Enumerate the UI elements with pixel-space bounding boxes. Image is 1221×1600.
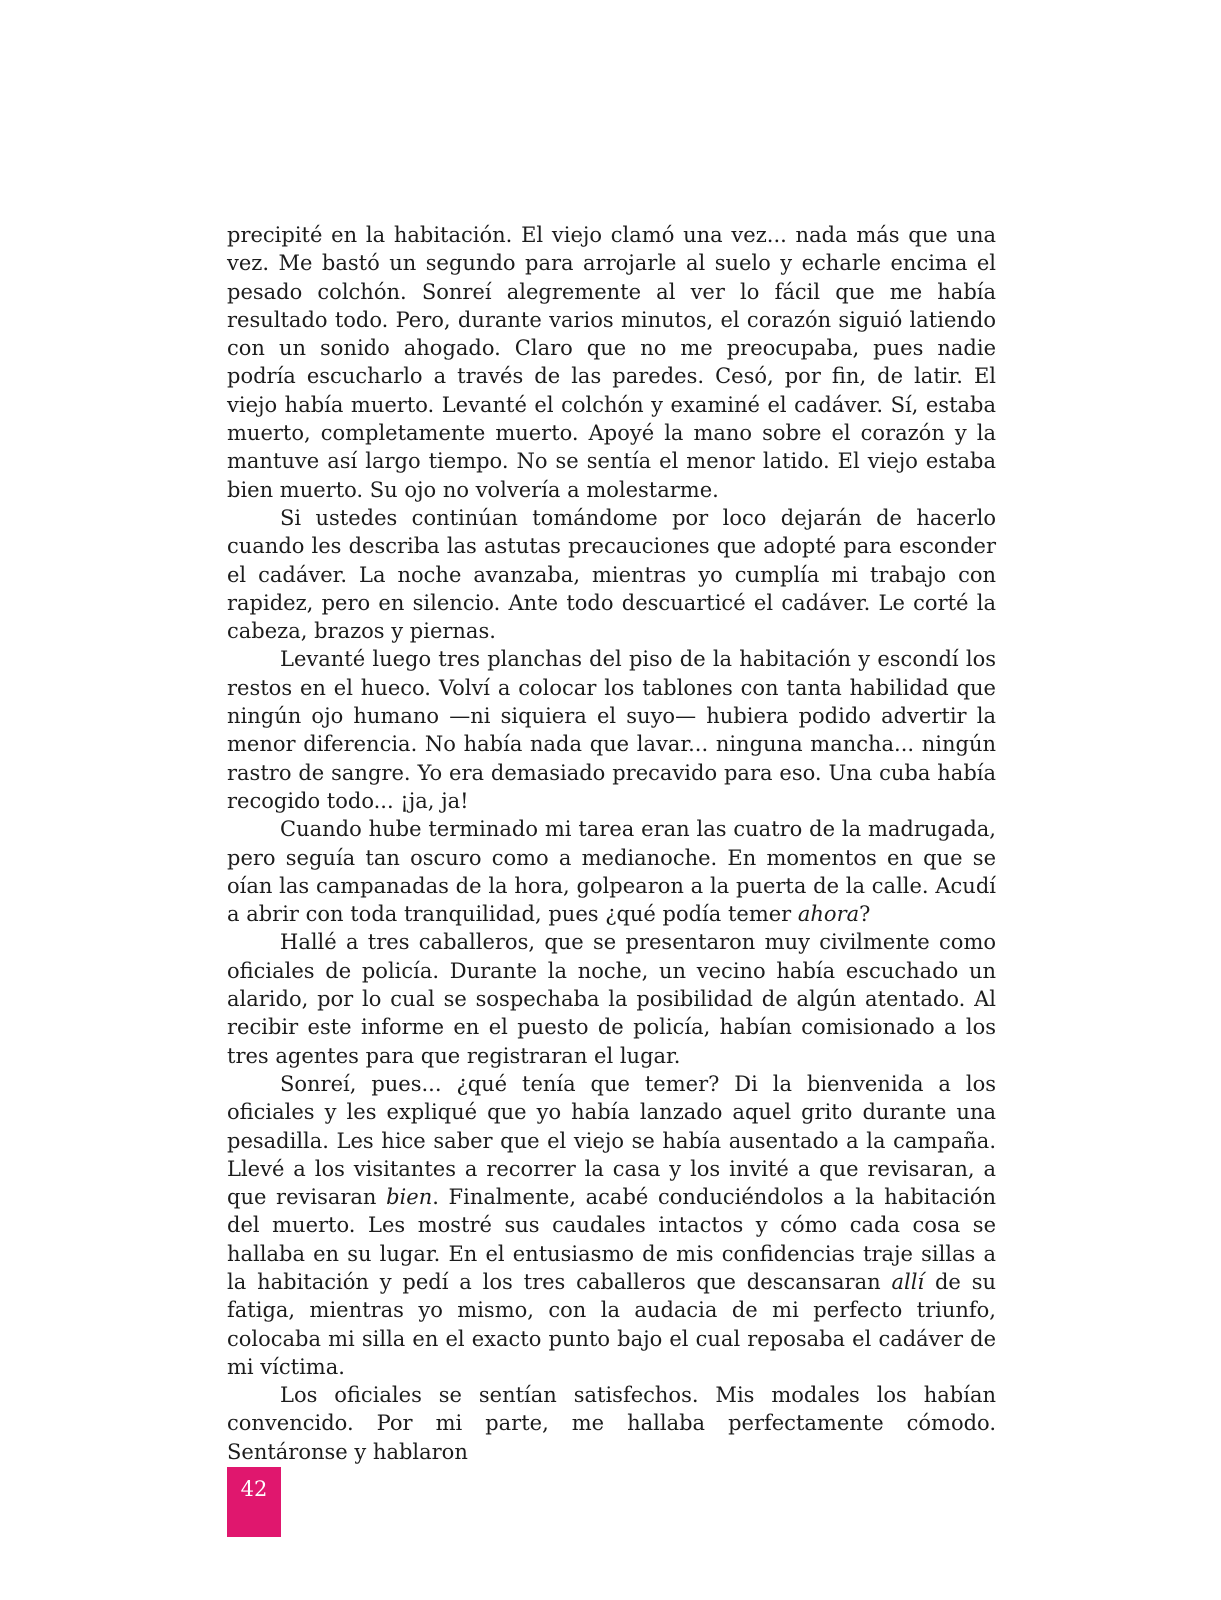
paragraph-text: Hallé a tres caballeros, que se presentaron muy civilmente como oficiales de policía. Durante la noche, un vecino había escuchado un alarido, por lo cual se sospechaba la posibilidad de algún atentado. Al recibir este informe en el puesto de policía, habían comisionado a los tres agentes para que registraran el lugar. [227,930,996,1068]
paragraph-text: precipité en la habitación. El viejo clamó una vez... nada más que una vez. Me bastó un segundo para arrojarle al suelo y echarle encima el pesado colchón. Sonreí alegremente al ver lo fácil que me había resultado todo. Pero, durante varios minutos, el corazón siguió latiendo con un sonido ahogado. Claro que no me preocupaba, pues nadie podría escucharlo a través de las paredes. Cesó, por fin, de latir. El viejo había muerto. Levanté el colchón y examiné el cadáver. Sí, estaba muerto, completamente muerto. Apoyé la mano sobre el corazón y la mantuve así largo tiempo. No se sentía el menor latido. El viejo estaba bien muerto. Su ojo no volvería a molestarme. [227,223,996,502]
paragraph-text: Cuando hube terminado mi tarea eran las cuatro de la madrugada, pero seguía tan oscuro como a medianoche. En momentos en que se oían las campanadas de la hora, golpearon a la puerta de la calle. Acudí a abrir con toda tranquilidad, pues ¿qué podía temer [227,817,996,927]
paragraph-text: de su fatiga, mientras yo mismo, con la audacia de mi perfecto triunfo, colocaba mi silla en el exacto punto bajo el cual reposaba el cadáver de mi víctima. [227,1269,996,1379]
paragraph-text: Si ustedes continúan tomándome por loco dejarán de hacerlo cuando les describa las astutas precauciones que adopté para esconder el cadáver. La noche avanzaba, mientras yo cumplía mi trabajo con rapidez, pero en silencio. Ante todo descuarticé el cadáver. Le corté la cabeza, brazos y piernas. [227,505,996,644]
body-text [227,221,996,1466]
paragraph [227,928,996,1069]
italic-word: bien [386,1185,433,1210]
paragraph [227,815,996,928]
paragraph [227,1070,996,1381]
italic-word: ahora [797,902,860,927]
page-number: 42 [227,1467,281,1537]
paragraph [227,645,996,815]
italic-word: allí [891,1269,925,1294]
paragraph [227,221,996,504]
paragraph [227,504,996,645]
paragraph [227,1381,996,1466]
paragraph-text: Los oficiales se sentían satisfechos. Mis modales los habían convencido. Por mi parte, me hallaba perfectamente cómodo. Sentáronse y hablaron [227,1383,996,1464]
paragraph-text: . Finalmente, acabé conduciéndolos a la habitación del muerto. Les mostré sus caudales intactos y cómo cada cosa se hallaba en su lugar. En el entusiasmo de mis confidencias traje sillas a la habitación y pedí a los tres caballeros que descansaran [227,1185,996,1294]
paragraph-text: Sonreí, pues... ¿qué tenía que temer? Di la bienvenida a los oficiales y les expliqué que yo había lanzado aquel grito durante una pesadilla. Les hice saber que el viejo se había ausentado a la campaña. Llevé a los visitantes a recorrer la casa y los invité a que revisaran, a que revisaran [227,1071,996,1210]
paragraph-text: ? [859,902,871,927]
paragraph-text: Levanté luego tres planchas del piso de la habitación y escondí los restos en el hueco. Volví a colocar los tablones con tanta habilidad que ningún ojo humano —ni siquiera el suyo— hubiera podido advertir la menor diferencia. No había nada que lavar... ninguna mancha... ningún rastro de sangre. Yo era demasiado precavido para eso. Una cuba había recogido todo... ¡ja, ja! [227,647,996,813]
